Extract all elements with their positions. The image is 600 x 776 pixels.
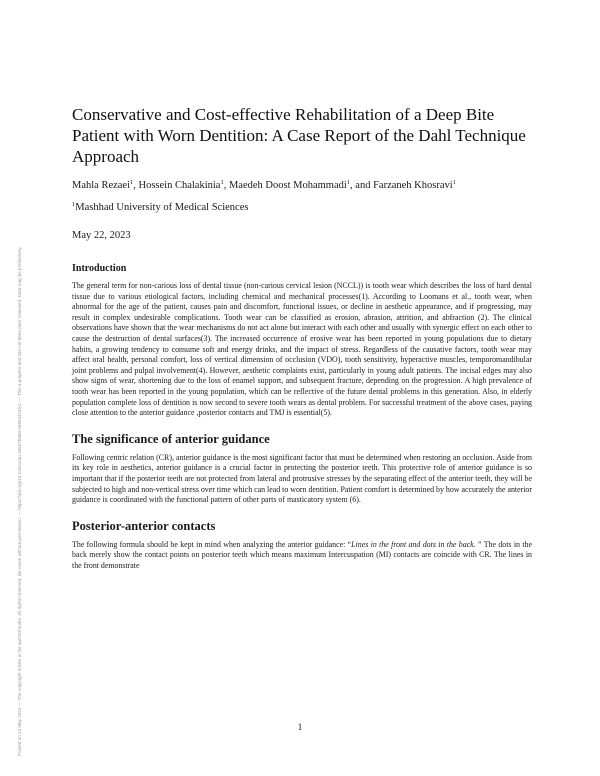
publication-date: May 22, 2023 [72,230,131,241]
author: Mahla Rezaei$^1$, [72,179,139,191]
formula-quote: Lines in the front and dots in the back. [351,539,476,549]
author: Farzaneh Khosravi$^1$ [373,179,456,191]
author-list [72,179,532,193]
author: Maedeh Doost Mohammadi$^1$, and [228,179,374,191]
affiliation: $^1$Mashhad University of Medical Sciences [72,201,249,213]
introduction-heading: Introduction [72,263,127,274]
paper-title: Conservative and Cost-effective Rehabilitation of a Deep Bite Patient with Worn Dentition: A Case Report of the Dahl Technique Approach [72,105,526,166]
page-number: 1 [297,723,303,733]
author: Hossein Chalakinia$^1$, [138,179,229,191]
posterior-anterior-heading: Posterior-anterior contacts [72,518,216,533]
preprint-side-note: Posted on 22 May 2023 — The copyright holder is the author/funder. All rights reserved. No reuse without permission. — https://doi.org/10.22541/au.168476869.95904415/v1 — This a preprint and has not been peer reviewed. Data may be preliminary. [17,246,22,756]
posterior-anterior-paragraph: The following formula should be kept in mind when analyzing the anterior guidance: “Lines in the front and dots in the back. ” The dots in the back merely show the contact points on posterior teeth which means maximum Intercuspation (MI) contacts are coincide with CR. The lines in the front demonstrate [72,539,532,570]
introduction-paragraph: The general term for non-carious loss of dental tissue (non-carious cervical lesion (NCCL)) is tooth wear which describes the loss of hard dental tissue due to various etiological factors, including chemical and mechanical processes(1). According to Loomans et al., tooth wear, when abnormal for the age of the patient, causes pain and discomfort, functional issues, or decline in aesthetic appearance, and if progressing, may result in complex undesirable complications. Tooth wear can be classified as erosion, abrasion, attrition, and abfraction (2). The clinical observations have shown that the wear mechanisms do not act alone but interact with each other and usually with synergic effect on each other to cause the destruction of dental surfaces(3). The increased occurrence of erosive wear has been reported in young populations due to dietary habits, a growing tendency to consume soft and energy drinks, and the impact of stress. Regardless of the causative factors, tooth wear may affect oral health, personal comfort, loss of vertical dimension of occlusion (VDO), tooth sensitivity, hyperactive muscles, temporomandibular joint problems and pulpal involvement(4). However, aesthetic complaints exist, particularly in young adult patients. The incisal edges may also show signs of wear, shortening due to the loss of enamel support, and subsequent fracture, depending on the progression. A high prevalence of tooth wear has been reported in the young population, which can be reflective of the future dental problems in this generation. Also, in elderly population complete loss of dentition is now second to severe tooth wears as dental problem. For successful treatment of the above cases, paying close attention to the anterior guidance ,posterior contacts and TMJ is essential(5). [72,281,532,418]
page-content [72,104,532,579]
anterior-guidance-heading: The significance of anterior guidance [72,431,270,446]
anterior-guidance-paragraph: Following centric relation (CR), anterior guidance is the most significant factor that must be determined when restoring an occlusion. Aside from its key role in aesthetics, anterior guidance is a crucial factor in protecting the posterior teeth. This protective role of anterior guidance is so important that if the posterior teeth are not protected from lateral and protrusive stresses by the separating effect of the anterior teeth, they will be subjected to high and non-vertical stress over time which can lead to worn dentition. Patient comfort is determined by how accurately the anterior guidance is coordinated with the functional pattern of other parts of masticatory system (6). [72,452,532,505]
